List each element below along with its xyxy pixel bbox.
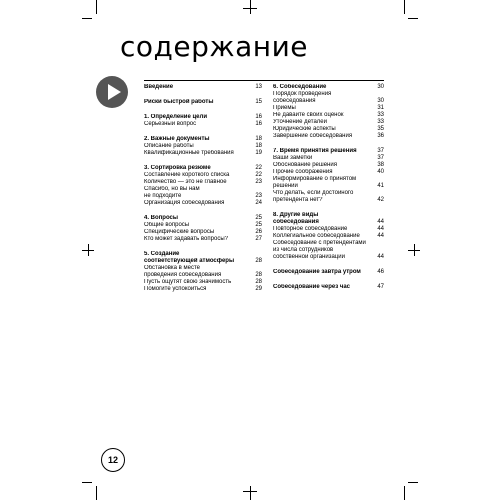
toc-entry [144,193,262,200]
toc-entry [273,105,384,112]
toc-entry [273,183,384,190]
toc-entry [144,229,262,236]
crop-mark [404,0,405,14]
toc-entry [273,284,384,291]
toc-entry-page: 28 [255,279,262,285]
toc-entry-title: Порядок проведения [273,91,332,97]
toc-entry-page: 44 [377,226,384,232]
toc-entry [273,212,384,219]
toc-entry [144,172,262,179]
toc-entry-page: 28 [255,258,262,264]
toc-entry-title: Организация собеседования [144,200,225,206]
toc-entry [144,165,262,172]
toc-entry-page: 37 [377,155,384,161]
toc-entry-title: 6. Собеседование [273,84,327,90]
crop-mark [414,244,415,256]
toc-entry [144,179,262,186]
toc-entry-page: 46 [377,269,384,275]
toc-entry-title: Серьезный вопрос [144,121,197,127]
toc-entry-title: Риски быстрой работы [144,99,214,105]
toc-entry-title: соответствующей атмосферы [144,258,235,264]
crop-mark [82,18,92,19]
toc-entry-title: Помогите успокоиться [144,286,207,292]
toc-entry-page: 37 [377,148,384,154]
crop-mark [82,482,92,483]
toc-entry [273,133,384,140]
title-rule [144,80,384,81]
crop-mark [408,482,418,483]
toc-entry-title: Юридические аспекты [273,126,336,132]
toc-entry-title: 8. Другие виды [273,212,319,218]
toc-entry-title: проведения собеседования [144,272,222,278]
toc-entry-title: собеседования [273,98,316,104]
toc-entry-page: 40 [377,169,384,175]
toc-entry [273,197,384,204]
toc-entry-title: 5. Создание [144,251,180,257]
toc-entry-page: 44 [377,233,384,239]
toc-entry-title: Завершение собеседования [273,133,353,139]
toc-entry [273,269,384,276]
toc-entry [144,286,262,293]
toc-entry [273,84,384,91]
toc-entry-page: 16 [255,114,262,120]
toc-column-right [273,84,384,291]
toc-entry-title: претендента нет? [273,197,323,203]
toc-entry-title: 1. Определение цели [144,114,208,120]
toc-entry-page: 24 [255,200,262,206]
toc-entry-page: 44 [377,219,384,225]
toc-entry-title: Обоснование решения [273,162,337,168]
toc-entry [144,114,262,121]
toc-entry [273,112,384,119]
toc-entry-title: Собеседование завтра утром [273,269,361,275]
toc-column-left [144,84,262,293]
toc-entry-page: 36 [377,133,384,139]
toc-entry [144,251,262,258]
play-icon [96,76,128,108]
toc-entry [144,99,262,106]
toc-entry-page: 22 [255,165,262,171]
toc-entry-title: Обстановка в месте [144,265,200,271]
toc-entry-page: 35 [377,126,384,132]
toc-entry-title: Количество — это не главное [144,179,227,185]
toc-entry-title: собственной организации [273,254,345,260]
toc-entry-page: 42 [377,197,384,203]
toc-entry-title: Информирование о принятом [273,176,357,182]
toc-entry [273,98,384,105]
toc-entry-title: Спасибо, но вы нам [144,186,200,192]
toc-entry-title: собеседования [273,219,319,225]
toc-entry [273,91,384,98]
toc-entry [144,186,262,193]
toc-entry-title: Введение [144,84,174,90]
toc-entry [144,236,262,243]
toc-entry-title: Повторное собеседование [273,226,348,232]
toc-entry-title: не подходите [144,193,182,199]
crop-mark [96,0,97,14]
toc-entry [273,254,384,261]
toc-entry-title: Специфические вопросы [144,229,215,235]
page-title: содержание [120,30,308,63]
toc-entry [273,148,384,155]
toc-entry-page: 25 [255,222,262,228]
toc-entry-page: 31 [377,105,384,111]
toc-entry [144,272,262,279]
toc-entry-page: 29 [255,286,262,292]
toc-entry-title: Приемы [273,105,296,111]
toc-entry [273,162,384,169]
toc-entry-title: 2. Важные документы [144,136,210,142]
toc-entry-title: Описание работы [144,143,194,149]
toc-entry-page: 47 [377,284,384,290]
toc-entry [273,233,384,240]
toc-entry-title: Коллегиальное собеседование [273,233,360,239]
toc-entry-title: Квалификационные требования [144,150,234,156]
toc-entry [144,84,262,91]
toc-entry-page: 23 [255,179,262,185]
crop-mark [250,486,251,500]
crop-mark [88,244,89,256]
page-number: 12 [101,448,125,472]
toc-entry [273,240,384,247]
toc-entry [144,200,262,207]
toc-entry-page: 23 [255,193,262,199]
toc-entry-title: Прочие соображения [273,169,333,175]
toc-entry-page: 38 [377,162,384,168]
toc-entry [273,226,384,233]
toc-entry [144,222,262,229]
toc-entry-title: Собеседование через час [273,284,351,290]
toc-entry-page: 33 [377,112,384,118]
toc-entry-page: 27 [255,236,262,242]
toc-entry-title: Пусть ощутят свою значимость [144,279,232,285]
toc-entry-title: Что делать, если достойного [273,190,354,196]
toc-entry-title: Не давайте своих оценок [273,112,344,118]
toc-entry-page: 22 [255,172,262,178]
toc-entry [144,121,262,128]
toc-entry [273,190,384,197]
toc-entry-title: 7. Время принятия решения [273,148,357,154]
crop-mark [96,486,97,500]
toc-entry [273,219,384,226]
toc-entry-page: 41 [377,183,384,189]
toc-entry-page: 16 [255,121,262,127]
toc-entry [144,265,262,272]
toc-entry [144,279,262,286]
toc-entry [144,150,262,157]
toc-entry-title: 4. Вопросы [144,215,179,221]
toc-entry [273,169,384,176]
toc-entry-title: 3. Сортировка резюме [144,165,211,171]
crop-mark [243,491,257,492]
toc-entry-title: Кто может задавать вопросы? [144,236,228,242]
toc-entry [273,176,384,183]
toc-entry [273,126,384,133]
toc-entry-title: Составление короткого списка [144,172,230,178]
toc-entry [144,136,262,143]
crop-mark [404,486,405,500]
toc-entry-page: 18 [255,136,262,142]
toc-entry [144,215,262,222]
crop-mark [243,8,257,9]
toc-entry-page: 13 [255,84,262,90]
crop-mark [408,18,418,19]
toc-entry [144,258,262,265]
toc-entry [144,143,262,150]
toc-entry-page: 25 [255,215,262,221]
toc-entry [273,155,384,162]
toc-entry-title: Ваши заметки [273,155,313,161]
toc-entry-page: 18 [255,143,262,149]
toc-entry [273,119,384,126]
toc-entry [273,247,384,254]
toc-entry-page: 19 [255,150,262,156]
toc-entry-page: 30 [377,84,384,90]
toc-entry-page: 44 [377,254,384,260]
toc-entry-title: решении [273,183,298,189]
toc-entry-title: Уточнение деталей [273,119,327,125]
toc-entry-page: 26 [255,229,262,235]
crop-mark [250,0,251,14]
toc-entry-title: из числа сотрудников [273,247,334,253]
toc-entry-page: 15 [255,99,262,105]
toc-entry-page: 28 [255,272,262,278]
toc-entry-page: 33 [377,119,384,125]
toc-entry-title: Собеседование с претендентами [273,240,366,246]
toc-entry-title: Общие вопросы [144,222,190,228]
toc-entry-page: 30 [377,98,384,104]
